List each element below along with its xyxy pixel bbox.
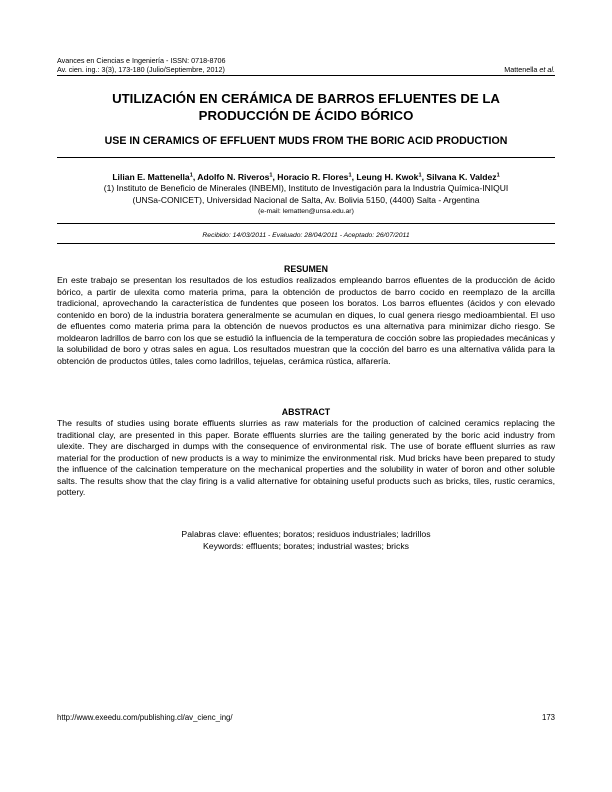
author-2: Adolfo N. Riveros$^1$ — [197, 172, 273, 182]
footer-url[interactable] — [57, 713, 233, 723]
spanish-title-line1: UTILIZACIÓN EN CERÁMICA DE BARROS EFLUENTES DE LA — [112, 91, 500, 106]
author-4: Leung H. Kwok$^1$ — [356, 172, 422, 182]
abstract-text: The results of studies using borate effluents slurries as raw materials for the production of calcined ceramics replacing the traditional clay, are presented in this paper. Borate effluents slurries are the tailing generated by the boric acid industry from ulexite. They are discharged in dumps with the consequence of environmental risk. The use of borate effluent slurries as raw material for the production of new products is a way to minimize the environmental risk. Mud bricks have been prepared to study the influence of the calcination temperature on the mechanical properties and the solubility in water of boron and other soluble salts. The results show that the clay firing is a valid alternative for obtaining useful products such as bricks, tiles, rustic ceramics, pottery. — [57, 418, 555, 498]
resumen-heading: RESUMEN — [284, 264, 328, 274]
keywords-english: Keywords: effluents; borates; industrial wastes; bricks — [202, 540, 410, 551]
journal-url-link[interactable]: http://www.exeedu.com/publishing.cl/av_cienc_ing/ — [57, 713, 233, 722]
spanish-title — [57, 91, 555, 124]
journal-citation: Av. cien. ing.: 3(3), 173-180 (Julio/Septiembre, 2012) — [57, 65, 225, 75]
keywords — [57, 529, 555, 552]
affiliation-line1: (1) Instituto de Beneficio de Minerales (INBEMI), Instituto de Investigación para la Industria Química-INIQUI — [103, 183, 509, 193]
english-title: USE IN CERAMICS OF EFFLUENT MUDS FROM THE BORIC ACID PRODUCTION — [104, 135, 508, 147]
header-rule — [57, 75, 555, 76]
affiliation-line2: (UNSa-CONICET), Universidad Nacional de Salta, Av. Bolivia 5150, (4400) Salta - Argentina — [132, 194, 480, 205]
keywords-spanish: Palabras clave: efluentes; boratos; residuos industriales; ladrillos — [181, 529, 431, 539]
abstract-heading: ABSTRACT — [281, 407, 331, 417]
affiliation — [57, 183, 555, 206]
spanish-title-line2: PRODUCCIÓN DE ÁCIDO BÓRICO — [198, 107, 414, 123]
dates-top-rule — [57, 223, 555, 224]
journal-name: Avances en Ciencias e Ingeniería - ISSN: 0718-8706 — [57, 56, 226, 65]
running-author — [504, 65, 555, 74]
submission-dates: Recibido: 14/03/2011 - Evaluado: 28/04/2011 - Aceptado: 26/07/2011 — [202, 232, 410, 239]
title-rule — [57, 157, 555, 158]
dates-bottom-rule — [57, 243, 555, 244]
author-email[interactable]: (e-mail: lematten@unsa.edu.ar) — [258, 207, 354, 215]
author-3: Horacio R. Flores$^1$ — [277, 172, 352, 182]
page-number: 173 — [541, 713, 555, 722]
author-5: Silvana K. Valdez$^1$ — [426, 172, 500, 182]
journal-header — [57, 56, 417, 75]
running-author-etal: et al. — [539, 65, 555, 75]
resumen-text: En este trabajo se presentan los resultados de los estudios realizados empleando barros efluentes de la producción de ácido bórico, a partir de ulexita como materia prima, para la obtención de productos de barro cocido en reemplazo de la arcilla tradicional, aprovechando la característica de fundentes que poseen los boratos. Los barros efluentes (ácidos y con elevado contenido en boro) de la industria boratera generalmente se acumulan en diques, lo cual genera riesgo medioambiental. El uso de efluentes como materia prima para la obtención de nuevos productos es una alternativa para minimizar dicho riesgo. Se moldearon ladrillos de barro con los que se estudió la influencia de la temperatura de cocción sobre las propiedades mecánicas y la solubilidad de boro y otras sales en agua. Los resultados muestran que la cocción del barro es una alternativa válida para la obtención de productos útiles, tales como ladrillos, tejuelas, cerámica rústica, alfarería. — [57, 275, 555, 366]
author-list: Lilian E. Mattenella$^1$, Adolfo N. Riveros$^1$, Horacio R. Flores$^1$, Leung H. Kwok$^1$, Silvana K. Valdez$^1$ — [112, 172, 500, 182]
author-1: Lilian E. Mattenella$^1$ — [112, 172, 193, 182]
running-author-name: Mattenella — [504, 65, 538, 75]
